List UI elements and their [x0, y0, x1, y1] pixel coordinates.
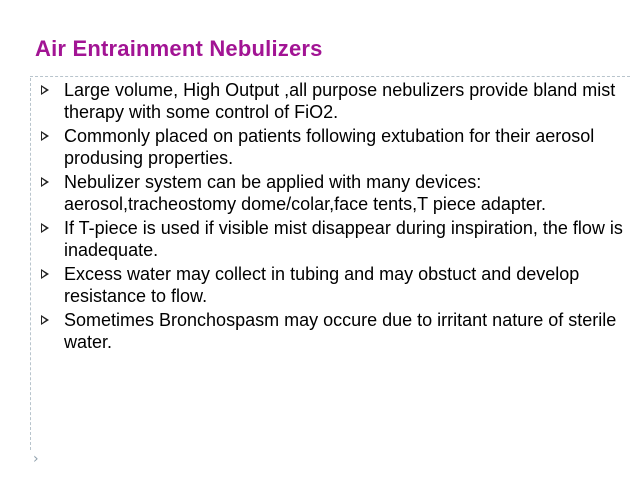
hollow-triangle-bullet-icon: [41, 223, 49, 233]
bullet-item: [36, 310, 626, 353]
bullet-text: Commonly placed on patients following extubation for their aerosol produsing properties.: [64, 126, 595, 168]
bullet-text: Large volume, High Output ,all purpose nebulizers provide bland mist therapy with some control of FiO2.: [64, 80, 616, 122]
bullet-item: [36, 172, 626, 215]
bullet-text: Excess water may collect in tubing and may obstuct and develop resistance to flow.: [64, 264, 580, 306]
bullet-item: [36, 126, 626, 169]
bullet-item: [36, 80, 626, 123]
hollow-triangle-bullet-icon: [41, 177, 49, 187]
hollow-triangle-bullet-icon: [41, 85, 49, 95]
chevron-right-icon: ›: [33, 451, 39, 467]
hollow-triangle-bullet-icon: [41, 131, 49, 141]
bullet-item: [36, 218, 626, 261]
title-divider: [30, 76, 630, 77]
left-divider: [30, 78, 31, 450]
slide-title: Air Entrainment Nebulizers: [35, 36, 323, 61]
hollow-triangle-bullet-icon: [41, 269, 49, 279]
bullet-list: [36, 80, 626, 353]
bullet-text: Sometimes Bronchospasm may occure due to irritant nature of sterile water.: [64, 310, 617, 352]
hollow-triangle-bullet-icon: [41, 315, 49, 325]
bullet-text: If T-piece is used if visible mist disappear during inspiration, the flow is inadequate.: [64, 218, 623, 260]
bullet-item: [36, 264, 626, 307]
bullet-text: Nebulizer system can be applied with many devices: aerosol,tracheostomy dome/colar,face tents,T piece adapter.: [64, 172, 546, 214]
